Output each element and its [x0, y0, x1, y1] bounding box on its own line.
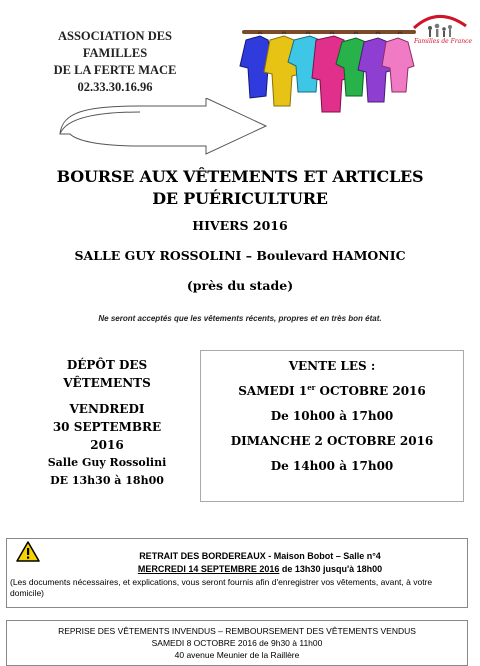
- withdrawal-date: MERCREDI 14 SEPTEMBRE 2016 de 13h30 jusqu'à 18h00: [137, 564, 383, 574]
- return-section: [6, 625, 468, 661]
- association-line2: FAMILLES: [82, 46, 148, 60]
- association-line3: DE LA FERTE MACE: [53, 63, 177, 77]
- event-near: (près du stade): [186, 278, 294, 293]
- withdrawal-title: RETRAIT DES BORDEREAUX - Maison Bobot – Salle n°4: [139, 551, 381, 561]
- return-line3: 40 avenue Meunier de la Raillère: [174, 650, 300, 660]
- deposit-section: [32, 356, 182, 490]
- deposit-day: VENDREDI: [69, 402, 145, 416]
- warning-icon: [16, 541, 40, 562]
- sale-section: [200, 354, 464, 479]
- event-title-line2: DE PUÉRICULTURE: [152, 189, 328, 208]
- withdrawal-note: (Les documents nécessaires, et explications, vous seront fournis afin d'enregistrer vos vêtements, avant, à votre domicile): [10, 577, 433, 598]
- return-line1: REPRISE DES VÊTEMENTS INVENDUS – REMBOURSEMENT DES VÊTEMENTS VENDUS: [58, 626, 416, 636]
- sale-day1: SAMEDI 1er OCTOBRE 2016: [238, 383, 426, 398]
- deposit-place: Salle Guy Rossolini: [47, 456, 167, 469]
- association-phone: 02.33.30.16.96: [77, 80, 153, 94]
- acceptance-notice: Ne seront acceptés que les vêtements récents, propres et en très bon état.: [98, 314, 382, 323]
- event-title: [20, 166, 460, 210]
- sale-day2: DIMANCHE 2 OCTOBRE 2016: [230, 434, 434, 448]
- event-season: HIVERS 2016: [192, 218, 288, 233]
- sale-hours2: De 14h00 à 17h00: [270, 459, 394, 473]
- event-venue: SALLE GUY ROSSOLINI – Boulevard HAMONIC: [74, 248, 406, 263]
- association-header: [40, 28, 190, 96]
- deposit-line2: VÊTEMENTS: [63, 376, 151, 390]
- deposit-line1: DÉPÔT DES: [66, 358, 148, 372]
- deposit-hours: DE 13h30 à 18h00: [50, 474, 164, 487]
- return-line2: SAMEDI 8 OCTOBRE 2016 de 9h30 à 11h00: [151, 638, 323, 648]
- curved-arrow-icon: [56, 98, 316, 170]
- event-title-line1: BOURSE AUX VÊTEMENTS ET ARTICLES: [56, 167, 424, 186]
- deposit-year: 2016: [90, 438, 124, 452]
- sale-hours1: De 10h00 à 17h00: [270, 409, 394, 423]
- logo-text: Familles de France: [414, 38, 472, 45]
- sale-heading: VENTE LES :: [288, 359, 376, 373]
- deposit-date: 30 SEPTEMBRE: [52, 420, 162, 434]
- association-line1: ASSOCIATION DES: [57, 29, 173, 43]
